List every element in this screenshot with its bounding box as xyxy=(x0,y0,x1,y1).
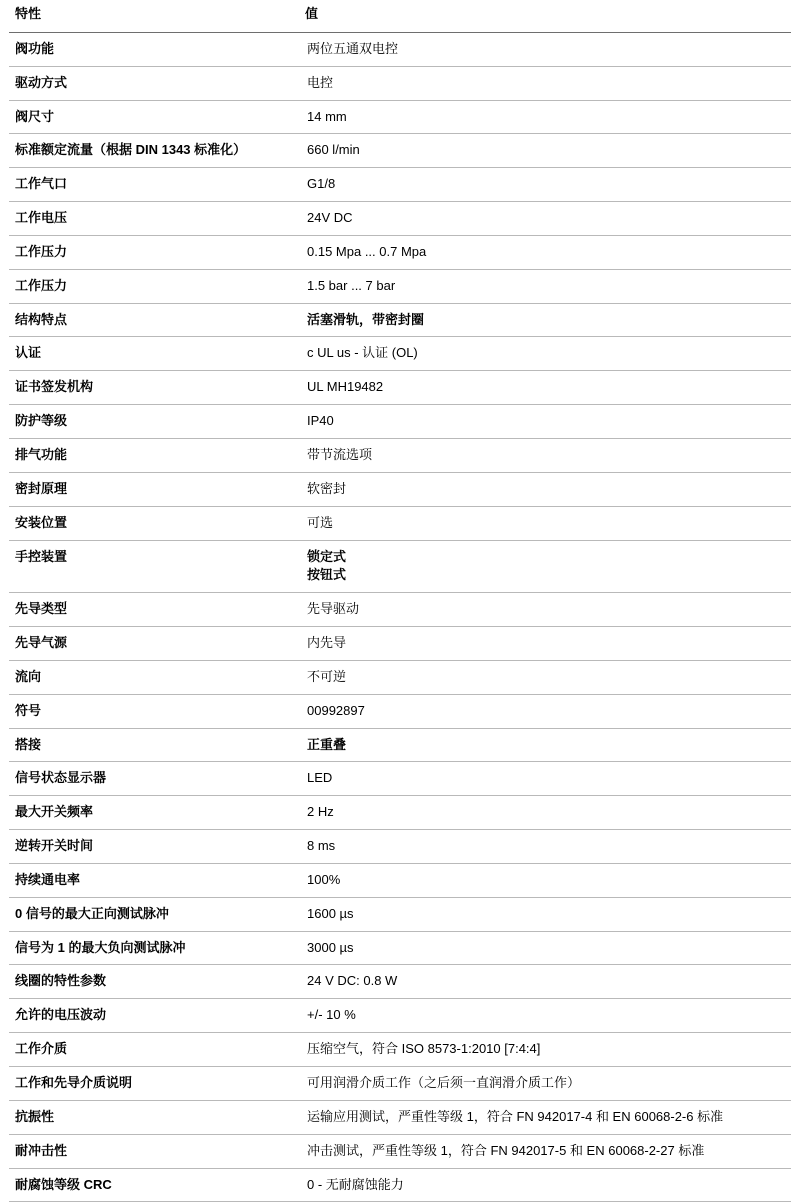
table-body xyxy=(9,32,791,1202)
characteristic-cell: 阀功能 xyxy=(9,32,299,66)
value-cell: 两位五通双电控 xyxy=(299,32,791,66)
value-cell: c UL us - 认证 (OL) xyxy=(299,337,791,371)
table-row xyxy=(9,371,791,405)
characteristic-cell: 工作和先导介质说明 xyxy=(9,1067,299,1101)
table-row xyxy=(9,627,791,661)
characteristic-cell: 证书签发机构 xyxy=(9,371,299,405)
value-cell: 带节流选项 xyxy=(299,438,791,472)
table-row xyxy=(9,660,791,694)
table-row xyxy=(9,931,791,965)
value-line: 锁定式 xyxy=(307,548,347,564)
table-row xyxy=(9,168,791,202)
value-cell: 0.15 Mpa ... 0.7 Mpa xyxy=(299,235,791,269)
table-row xyxy=(9,1168,791,1202)
characteristic-cell: 符号 xyxy=(9,694,299,728)
characteristic-cell: 允许的电压波动 xyxy=(9,999,299,1033)
value-cell: 软密封 xyxy=(299,472,791,506)
table-header-row xyxy=(9,0,791,32)
characteristic-cell: 结构特点 xyxy=(9,303,299,337)
table-row xyxy=(9,405,791,439)
value-cell: 8 ms xyxy=(299,830,791,864)
characteristic-cell: 耐冲击性 xyxy=(9,1134,299,1168)
column-header-characteristic: 特性 xyxy=(9,0,299,32)
characteristic-cell: 抗振性 xyxy=(9,1100,299,1134)
value-cell: 1600 µs xyxy=(299,897,791,931)
table-row xyxy=(9,540,791,593)
value-cell: 2 Hz xyxy=(299,796,791,830)
table-row xyxy=(9,694,791,728)
value-cell: 100% xyxy=(299,863,791,897)
table-row xyxy=(9,269,791,303)
characteristic-cell: 安装位置 xyxy=(9,506,299,540)
table-row xyxy=(9,337,791,371)
characteristic-cell: 最大开关频率 xyxy=(9,796,299,830)
value-cell: 冲击测试，严重性等级 1，符合 FN 942017-5 和 EN 60068-2-27 标准 xyxy=(299,1134,791,1168)
value-cell: 压缩空气，符合 ISO 8573-1:2010 [7:4:4] xyxy=(299,1033,791,1067)
characteristic-cell: 工作压力 xyxy=(9,235,299,269)
value-cell: 电控 xyxy=(299,66,791,100)
table-row xyxy=(9,863,791,897)
characteristic-cell: 逆转开关时间 xyxy=(9,830,299,864)
value-cell: 可选 xyxy=(299,506,791,540)
table-row xyxy=(9,728,791,762)
specification-table xyxy=(9,0,791,1202)
characteristic-cell: 防护等级 xyxy=(9,405,299,439)
value-cell: 0 - 无耐腐蚀能力 xyxy=(299,1168,791,1202)
characteristic-cell: 密封原理 xyxy=(9,472,299,506)
value-cell: LED xyxy=(299,762,791,796)
value-cell: 先导驱动 xyxy=(299,593,791,627)
characteristic-cell: 线圈的特性参数 xyxy=(9,965,299,999)
column-header-value: 值 xyxy=(299,0,791,32)
characteristic-cell: 工作介质 xyxy=(9,1033,299,1067)
characteristic-cell: 阀尺寸 xyxy=(9,100,299,134)
table-row xyxy=(9,438,791,472)
table-row xyxy=(9,1134,791,1168)
characteristic-cell: 工作电压 xyxy=(9,202,299,236)
value-line: 按钮式 xyxy=(307,567,347,583)
value-cell: 3000 µs xyxy=(299,931,791,965)
characteristic-cell: 标准额定流量（根据 DIN 1343 标准化） xyxy=(9,134,299,168)
value-cell: 00992897 xyxy=(299,694,791,728)
table-row xyxy=(9,134,791,168)
table-row xyxy=(9,506,791,540)
value-cell: 不可逆 xyxy=(299,660,791,694)
characteristic-cell: 流向 xyxy=(9,660,299,694)
table-row xyxy=(9,1100,791,1134)
table-row xyxy=(9,593,791,627)
value-cell: 正重叠 xyxy=(299,728,791,762)
value-cell: 1.5 bar ... 7 bar xyxy=(299,269,791,303)
table-row xyxy=(9,762,791,796)
characteristic-cell: 搭接 xyxy=(9,728,299,762)
table-row xyxy=(9,472,791,506)
characteristic-cell: 信号为 1 的最大负向测试脉冲 xyxy=(9,931,299,965)
table-row xyxy=(9,202,791,236)
value-cell: 24V DC xyxy=(299,202,791,236)
characteristic-cell: 手控装置 xyxy=(9,540,299,593)
table-row xyxy=(9,100,791,134)
table-row xyxy=(9,66,791,100)
table-row xyxy=(9,999,791,1033)
characteristic-cell: 工作气口 xyxy=(9,168,299,202)
characteristic-cell: 认证 xyxy=(9,337,299,371)
value-cell: UL MH19482 xyxy=(299,371,791,405)
value-cell: 运输应用测试，严重性等级 1，符合 FN 942017-4 和 EN 60068-2-6 标准 xyxy=(299,1100,791,1134)
characteristic-cell: 耐腐蚀等级 CRC xyxy=(9,1168,299,1202)
value-cell: 660 l/min xyxy=(299,134,791,168)
value-cell: +/- 10 % xyxy=(299,999,791,1033)
table-row xyxy=(9,897,791,931)
characteristic-cell: 驱动方式 xyxy=(9,66,299,100)
characteristic-cell: 先导类型 xyxy=(9,593,299,627)
table-row xyxy=(9,32,791,66)
value-cell: 内先导 xyxy=(299,627,791,661)
value-cell: 可用润滑介质工作（之后须一直润滑介质工作） xyxy=(299,1067,791,1101)
characteristic-cell: 持续通电率 xyxy=(9,863,299,897)
characteristic-cell: 信号状态显示器 xyxy=(9,762,299,796)
characteristic-cell: 0 信号的最大正向测试脉冲 xyxy=(9,897,299,931)
value-cell: 14 mm xyxy=(299,100,791,134)
value-cell: G1/8 xyxy=(299,168,791,202)
characteristic-cell: 先导气源 xyxy=(9,627,299,661)
value-cell xyxy=(299,540,791,593)
value-cell: 24 V DC: 0.8 W xyxy=(299,965,791,999)
table-row xyxy=(9,303,791,337)
characteristic-cell: 工作压力 xyxy=(9,269,299,303)
table-header xyxy=(9,0,791,32)
value-cell: 活塞滑轨，带密封圈 xyxy=(299,303,791,337)
characteristic-cell: 排气功能 xyxy=(9,438,299,472)
table-row xyxy=(9,1067,791,1101)
table-row xyxy=(9,235,791,269)
table-row xyxy=(9,796,791,830)
table-row xyxy=(9,830,791,864)
value-cell: IP40 xyxy=(299,405,791,439)
table-row xyxy=(9,1033,791,1067)
